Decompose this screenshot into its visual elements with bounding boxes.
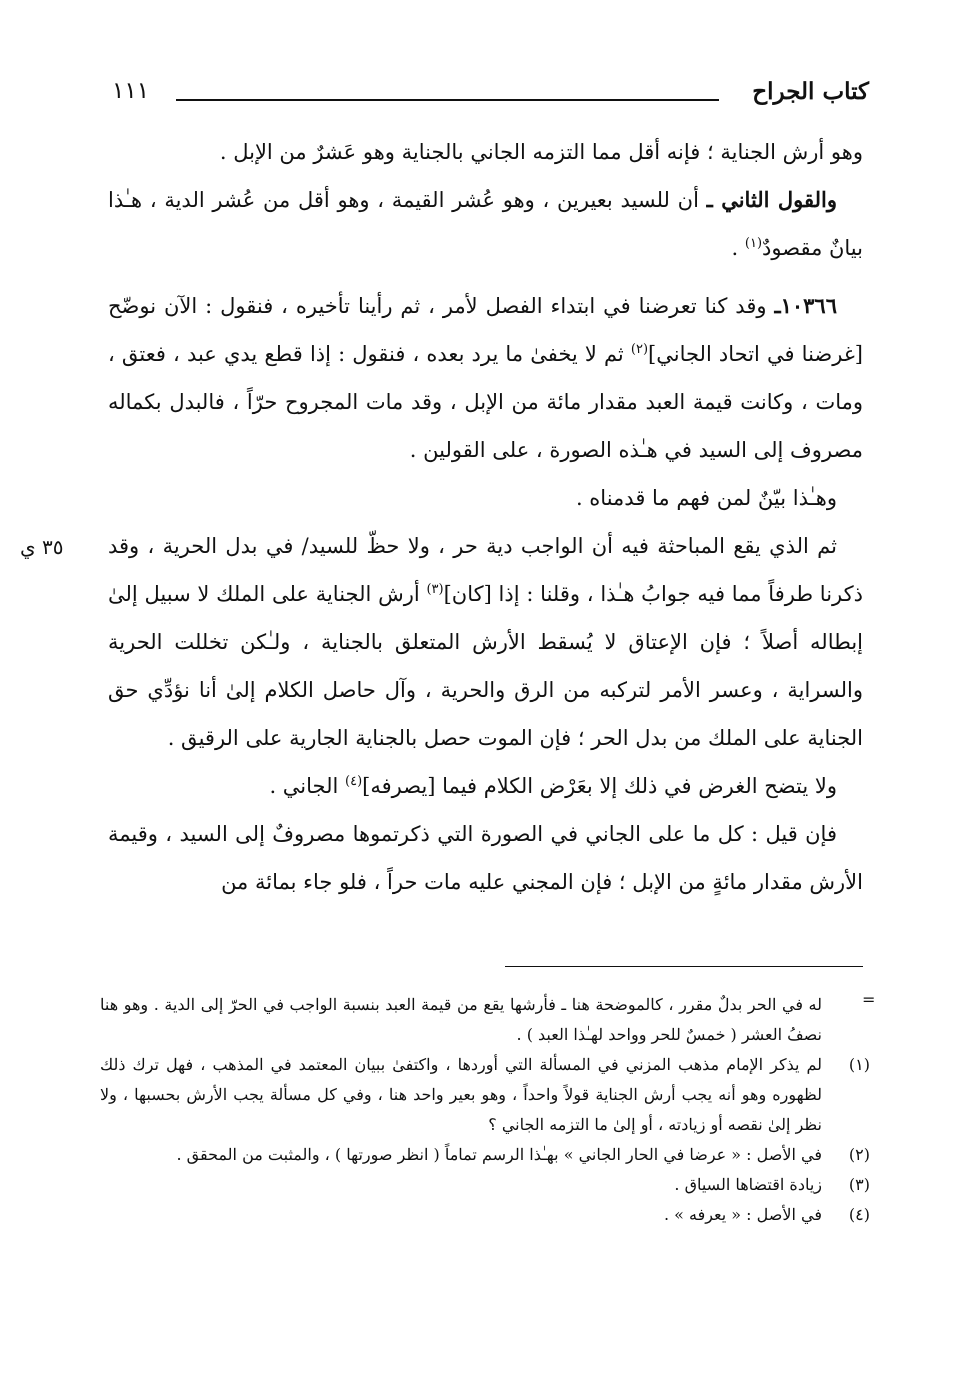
paragraph-5-text-a: ثم الذي يقع المباحثة فيه أن الواجب دية حر ، ولا حظّ للسيد/ في بدل الحرية ، وقد ذكرنا طرفاً مما فيه جوابُ هـٰذا ، وقلنا : إذا [كان] xyxy=(108,534,863,606)
footnote-number: (٢) xyxy=(848,1145,870,1164)
footnote-text: لم يذكر الإمام مذهب المزني في المسألة التي أوردها ، واكتفىٰ ببيان المعتمد في المذهب ، فهل ترك ذلك لظهوره وهو أنه يجب أرش الجناية قولاً واحداً ، وهو بعير واحد هنا ، وفي كل مسألة يجب الأرش بحسبها ، ولا نظر إلىٰ نقصه أو زيادته ، أو إلىٰ ما التزمه الجاني ؟ xyxy=(100,1055,823,1134)
section-number: ١٠٣٦٦ـ xyxy=(774,293,837,318)
paragraph-2-text: أن للسيد بعيرين ، وهو عُشر القيمة ، وهو أقل من عُشر الدية ، هـٰذا بيانٌ مقصودٌ xyxy=(108,188,863,260)
paragraph-2 xyxy=(108,176,863,272)
paragraph-1: وهو أرش الجناية ؛ فإنه أقل مما التزمه الجاني بالجناية وهو عَشرٌ من الإبل . xyxy=(219,140,863,164)
footnote-continuation xyxy=(100,990,870,1050)
footnote-2 xyxy=(100,1140,870,1170)
page-number: ١١١ xyxy=(112,78,150,104)
footnote-text: في الأصل : « عرضا في الحار الجاني » بهـٰذا الرسم تماماً ( انظر صورتها ) ، والمثبت من المحقق . xyxy=(176,1145,822,1164)
footnote-continuation-mark: = xyxy=(862,990,876,1009)
paragraph-4: وهـٰذا بيّنٌ لمن فهم ما قدمناه . xyxy=(575,486,837,510)
footnote-continuation-text: له في الحر بدلٌ مقرر ، كالموضحة هنا ـ فأرشها يقع من قيمة العبد بنسبة الواجب في الحرّ إلى الدية . وهو هنا نصفُ العشر ( خمسٌ للحر وواحد لهـٰذا العبد ) . xyxy=(100,995,822,1044)
footnotes-block xyxy=(100,990,870,1230)
paragraph-6 xyxy=(108,762,863,810)
footnote-1 xyxy=(100,1050,870,1140)
second-opinion-heading: والقول الثاني ـ xyxy=(706,187,837,212)
paragraph-3 xyxy=(108,282,863,474)
paragraph-7: فإن قيل : كل ما على الجاني في الصورة التي ذكرتموها مصروفٌ إلى السيد ، وقيمة الأرش مقدار مائةٍ من الإبل ؛ فإن المجني عليه مات حراً ، فلو جاء بمائة من xyxy=(108,822,863,894)
paragraph-3-text-b: ثم لا يخفىٰ ما يرد بعده ، فنقول : إذا قطع يدي عبد ، فعتق ، ومات ، وكانت قيمة العبد مقدار مائة من الإبل ، وقد مات المجروح حرّاً ، فالبدل بكماله مصروف إلى السيد في هـٰذه الصورة ، على القولين . xyxy=(108,342,863,462)
main-text-block-1 xyxy=(108,128,863,272)
main-text-block-2 xyxy=(108,282,863,906)
footnote-separator xyxy=(505,966,863,967)
running-header xyxy=(112,78,869,118)
paragraph-3-text-a: وقد كنا تعرضنا في ابتداء الفصل لأمر ، ثم رأينا تأخيره ، فنقول : الآن نوضّح [غرضنا في اتحاد الجاني] xyxy=(108,294,863,366)
footnote-text: زيادة اقتضاها السياق . xyxy=(674,1175,822,1194)
paragraph-2-end: . xyxy=(731,236,745,260)
footnote-4 xyxy=(100,1200,870,1230)
chapter-title: كتاب الجراح xyxy=(752,78,869,105)
paragraph-6-text-a: ولا يتضح الغرض في ذلك إلا بعَرْض الكلام فيما [يصرفه] xyxy=(362,774,837,798)
footnote-number: (١) xyxy=(848,1055,870,1074)
footnote-ref-2: (٢) xyxy=(630,342,649,357)
paragraph-6-text-b: الجاني . xyxy=(269,774,346,798)
manuscript-folio-marker: ٣٥ ي xyxy=(20,535,64,559)
footnote-ref-4: (٤) xyxy=(345,774,363,789)
footnote-number: (٤) xyxy=(848,1205,870,1224)
footnote-text: في الأصل : « يعرفه » . xyxy=(663,1205,822,1224)
footnote-ref-1: (١) xyxy=(744,236,763,251)
header-rule xyxy=(176,99,719,101)
paragraph-5 xyxy=(108,522,863,762)
paragraph-5-text-b: أرش الجناية على الملك لا سبيل إلىٰ إبطاله أصلاً ؛ فإن الإعتاق لا يُسقط الأرش المتعلق بالجناية ، ولـٰكن تخللت الحرية والسراية ، وعسر الأمر لتركبه من الرق والحرية ، وآل حاصل الكلام إلىٰ أنا نؤدِّي حق الجناية على الملك من بدل الحر ؛ فإن الموت حصل بالجناية الجارية على الرقيق . xyxy=(108,582,863,750)
footnote-ref-3: (٣) xyxy=(426,582,444,597)
footnote-3 xyxy=(100,1170,870,1200)
footnote-spacer xyxy=(822,990,870,1050)
footnote-number: (٣) xyxy=(848,1175,870,1194)
